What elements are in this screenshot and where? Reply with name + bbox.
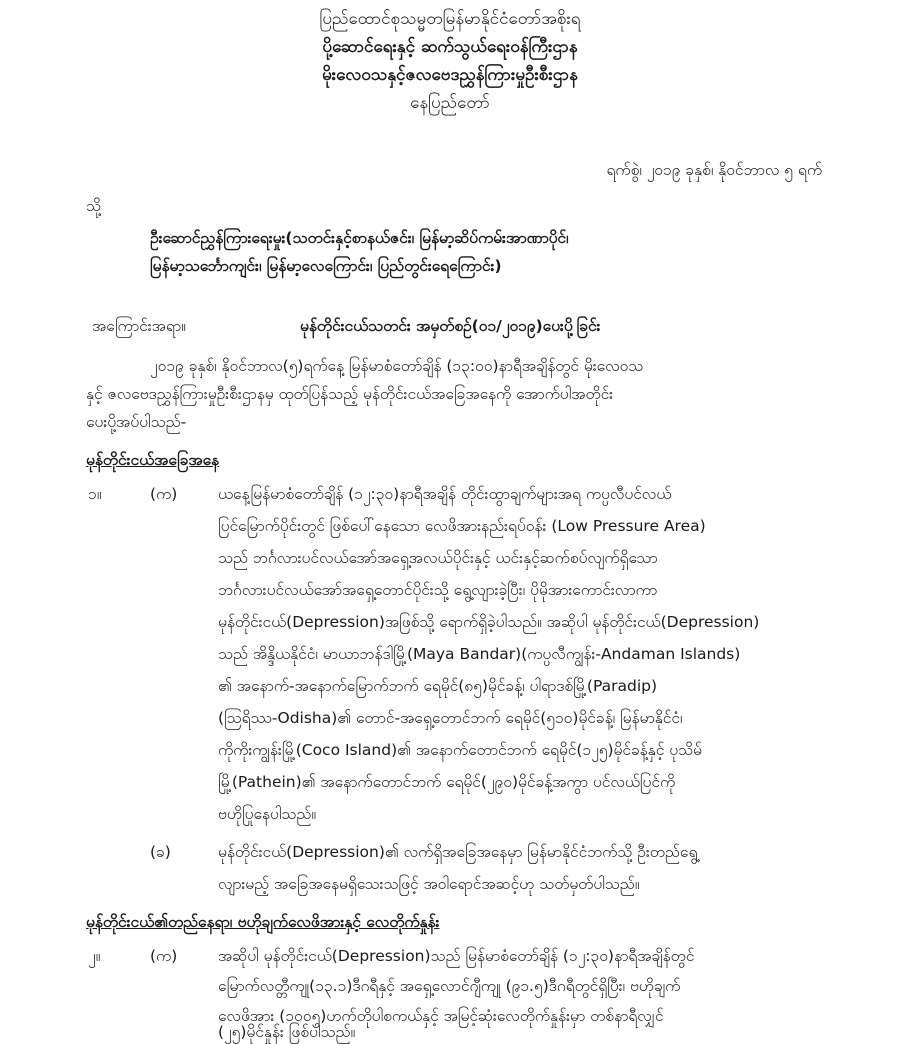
header-department: မိုးလေဝသနှင့်ဇလဗေဒညွှန်ကြားမှုဦးစီးဌာန <box>322 65 578 85</box>
section1-item-b-line: လျားမည့် အခြေအနေမရှိသေးသဖြင့် အဝါရောင်အဆင့်ဟု သတ်မှတ်ပါသည်။ <box>218 875 640 893</box>
section2-number: ၂။ <box>88 947 101 965</box>
section1-item-a-line: ၏ အနောက်-အနောက်မြောက်ဘက် ရေမိုင်(၈၅)မိုင်ခန့်၊ ပါရာဒစ်မြို့(Paradip) <box>218 677 658 695</box>
section1-heading: မုန်တိုင်းငယ်အခြေအနေ <box>86 451 220 469</box>
section1-item-b-label: (ခ) <box>150 843 171 861</box>
header-government: ပြည်ထောင်စုသမ္မတမြန်မာနိုင်ငံတော်အစိုးရ <box>319 9 581 29</box>
section2-item-a-line: လေဖိအား (၁၀၀၅)ဟက်တိုပါစကယ်နှင့် အမြင့်ဆုံးလေတိုက်နှုန်းမှာ တစ်နာရီလျှင် <box>218 1007 664 1025</box>
section1-item-a-line: သည် အိန္ဒိယနိုင်ငံ၊ မာယာဘန်ဒါမြို့(Maya Bandar)(ကပ္ပလီကျွန်း-Andaman Islands) <box>218 645 741 663</box>
section1-item-a-label: (က) <box>150 485 178 503</box>
section1-item-a-line: သည် ဘင်္ဂလားပင်လယ်အော်အရှေ့အလယ်ပိုင်းနှင့် ယင်းနှင့်ဆက်စပ်လျက်ရှိသော <box>218 549 658 567</box>
section1-number: ၁။ <box>88 485 102 503</box>
section1-item-a-line: မုန်တိုင်းငယ်(Depression)အဖြစ်သို့ ရောက်ရှိခဲ့ပါသည်။ အဆိုပါ မုန်တိုင်းငယ်(Depression) <box>218 613 760 631</box>
date-line: ရက်စွဲ၊ ၂၀၁၉ ခုနှစ်၊ နိုဝင်ဘာလ ၅ ရက် <box>606 161 822 179</box>
section1-item-a-line: မြို့(Pathein)၏ အနောက်တောင်ဘက် ရေမိုင်(၂၉၀)မိုင်ခန့်အကွာ ပင်လယ်ပြင်ကို <box>218 773 676 791</box>
recipients-line-1: ဦးဆောင်ညွှန်ကြားရေးမှုး(သတင်းနှင့်စာနယ်ဇင်း၊ မြန်မာ့ဆိပ်ကမ်းအာဏာပိုင်၊ <box>150 229 569 247</box>
header-city: နေပြည်တော် <box>410 93 490 113</box>
to-label: သို့ <box>86 197 101 215</box>
intro-line-1: ၂၀၁၉ ခုနှစ်၊ နိုဝင်ဘာလ(၅)ရက်နေ့ မြန်မာစံတော်ချိန် (၁၃:၀၀)နာရီအချိန်တွင် မိုးလေဝသ <box>150 357 644 375</box>
intro-line-2: နှင့် ဇလဗေဒညွှန်ကြားမှုဦးစီးဌာနမှ ထုတ်ပြန်သည့် မုန်တိုင်းငယ်အခြေအနေကို အောက်ပါအတိုင်း <box>86 385 614 403</box>
section2-item-a-line: (၂၅)မိုင်နှုန်း ဖြစ်ပါသည်။ <box>218 1023 356 1041</box>
subject-label: အကြောင်းအရာ။ <box>92 317 186 335</box>
intro-line-3: ပေးပို့အပ်ပါသည်- <box>86 413 187 431</box>
section2-item-a-label: (က) <box>150 947 178 965</box>
subject-text: မုန်တိုင်းငယ်သတင်း အမှတ်စဉ်(၀၁/၂၀၁၉)ပေးပို့ခြင်း <box>300 317 601 335</box>
section2-heading: မုန်တိုင်းငယ်၏တည်နေရာ၊ ဗဟိုချက်လေဖိအားနှင့် လေတိုက်နှုန်း <box>86 913 440 931</box>
recipients-line-2: မြန်မာ့သင်္ဘောကျင်း၊ မြန်မာ့လေကြောင်း၊ ပြည်တွင်းရေကြောင်း) <box>150 257 502 275</box>
section1-item-a-line: (ဩရိဿ-Odisha)၏ တောင်-အရှေ့တောင်ဘက် ရေမိုင်(၅၁၀)မိုင်ခန့်၊ မြန်မာနိုင်ငံ၊ <box>218 709 683 727</box>
section2-item-a-line: မြောက်လတ္တီကျု(၁၃.၁)ဒီဂရီနှင့် အရှေ့လောင်ဂျီကျု (၉၁.၅)ဒီဂရီတွင်ရှိပြီး၊ ဗဟိုချက် <box>218 977 681 995</box>
header-ministry: ပို့ဆောင်ရေးနှင့် ဆက်သွယ်ရေးဝန်ကြီးဌာန <box>322 37 578 57</box>
section2-item-a-line: အဆိုပါ မုန်တိုင်းငယ်(Depression)သည် မြန်မာစံတော်ချိန် (၁၂:၃၀)နာရီအချိန်တွင် <box>218 947 695 965</box>
section1-item-a-line: ဗဟိုပြုနေပါသည်။ <box>218 805 317 823</box>
section1-item-a-line: ကိုကိုးကျွန်းမြို့(Coco Island)၏ အနောက်တောင်ဘက် ရေမိုင်(၁၂၅)မိုင်ခန့်နှင့် ပုသိမ် <box>218 741 702 759</box>
section1-item-b-line: မုန်တိုင်းငယ်(Depression)၏ လက်ရှိအခြေအနေမှာ မြန်မာနိုင်ငံဘက်သို့ ဦးတည်ရွေ့ <box>218 843 698 861</box>
section1-item-a-line: ယနေ့မြန်မာစံတော်ချိန် (၁၂:၃၀)နာရီအချိန် တိုင်းထွာချက်များအရ ကပ္ပလီပင်လယ် <box>218 485 672 503</box>
section1-item-a-line: ဘင်္ဂလားပင်လယ်အော်အရှေ့တောင်ပိုင်းသို့ ရွေ့လျားခဲ့ပြီး၊ ပိုမိုအားကောင်းလာကာ <box>218 581 658 599</box>
section1-item-a-line: ပြင်မြောက်ပိုင်းတွင် ဖြစ်ပေါ်နေသော လေဖိအားနည်းရပ်ဝန်း (Low Pressure Area) <box>218 517 706 535</box>
